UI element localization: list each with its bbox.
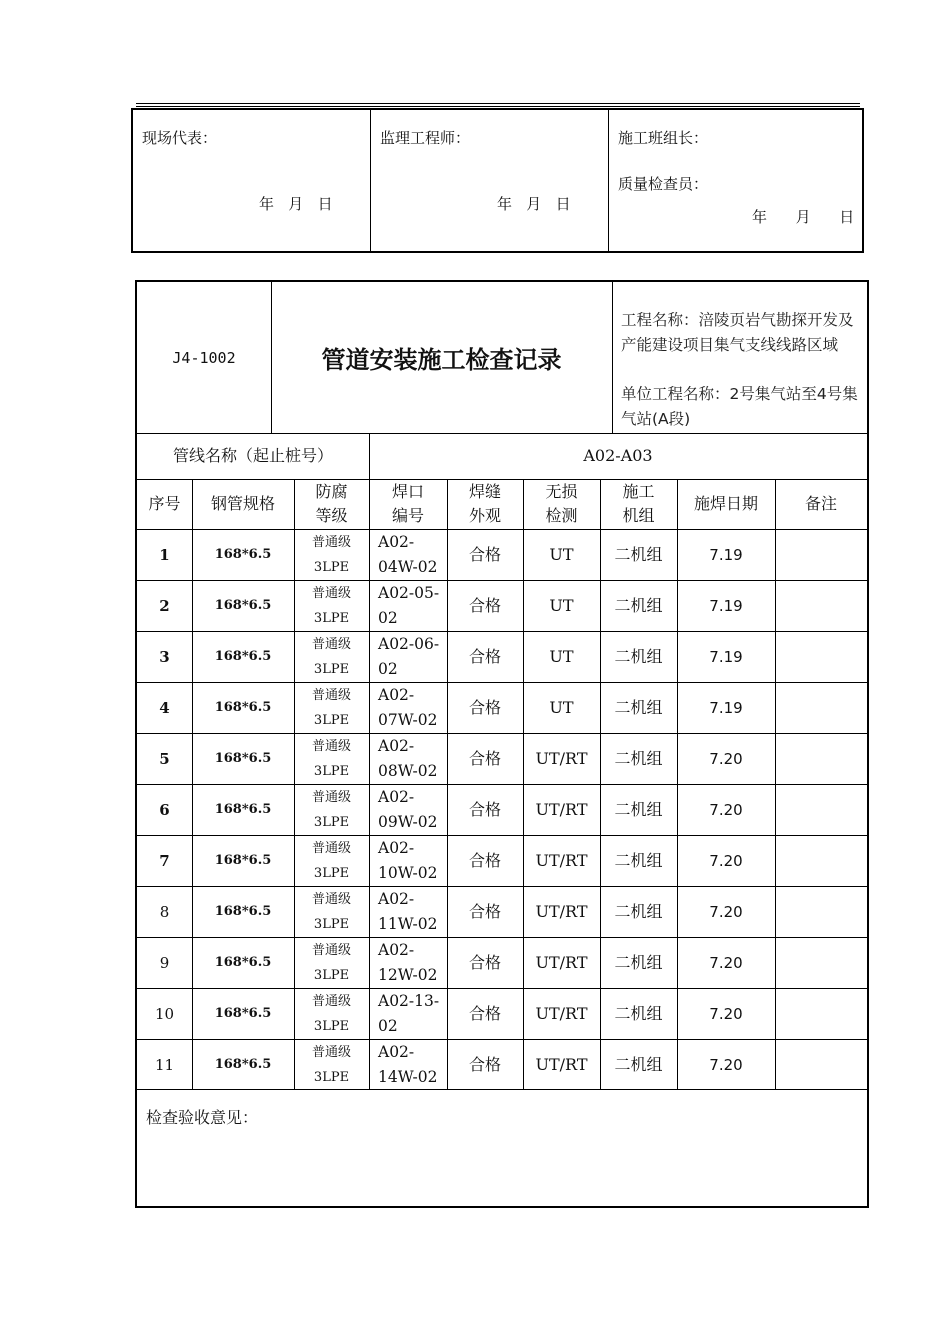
weld-id-line: 11W-02	[378, 914, 438, 933]
supervisor-date: 年 月 日	[497, 195, 571, 213]
row-seq: 10	[154, 1004, 175, 1023]
opinion-label: 检查验收意见：	[146, 1108, 259, 1127]
column-header-appearance	[447, 479, 523, 529]
anti-corrosion-line: 3LPE	[313, 916, 350, 932]
weld-id-line: A02-06-	[378, 635, 440, 653]
weld-id-line: 09W-02	[378, 812, 438, 831]
row-weld-id	[378, 836, 446, 885]
row-note	[775, 886, 867, 937]
column-header-line2: 等级	[315, 506, 348, 525]
row-anti-corrosion	[294, 529, 369, 580]
anti-corrosion-line: 普通级	[311, 534, 351, 550]
row-crew: 二机组	[614, 1054, 663, 1074]
row-anti-corrosion	[294, 682, 369, 733]
column-header-line2: 外观	[468, 506, 501, 525]
top-rule	[136, 103, 860, 104]
row-anti-corrosion	[294, 631, 369, 682]
anti-corrosion-line: 3LPE	[313, 661, 350, 677]
row-spec: 168*6.5	[214, 853, 272, 868]
column-header-line1: 防腐	[315, 482, 348, 501]
row-note	[775, 682, 867, 733]
site-rep-date: 年 月 日	[259, 195, 333, 213]
signature-table	[131, 108, 864, 253]
row-crew: 二机组	[614, 544, 663, 564]
row-ndt: UT/RT	[535, 952, 588, 972]
anti-corrosion-line: 3LPE	[313, 814, 350, 830]
column-header-note	[775, 479, 867, 529]
project-name: 工程名称：涪陵页岩气勘探开发及产能建设项目集气支线线路区域	[621, 311, 854, 354]
row-date: 7.20	[709, 953, 743, 972]
row-appearance: 合格	[468, 1003, 501, 1023]
anti-corrosion-line: 普通级	[311, 636, 351, 652]
anti-corrosion-line: 普通级	[311, 789, 351, 805]
row-crew: 二机组	[614, 748, 663, 768]
row-appearance: 合格	[468, 697, 501, 717]
column-header-line1: 备注	[804, 494, 837, 513]
anti-corrosion-line: 普通级	[311, 585, 351, 601]
row-crew: 二机组	[614, 901, 663, 921]
weld-id-line: A02-	[378, 737, 415, 755]
row-weld-id	[378, 632, 446, 681]
row-date: 7.19	[709, 545, 743, 564]
column-header-line1: 焊缝	[468, 482, 501, 501]
row-spec: 168*6.5	[214, 547, 272, 562]
row-weld-id	[378, 530, 446, 579]
weld-id-line: 04W-02	[378, 557, 438, 576]
weld-id-line: A02-13-	[378, 992, 440, 1010]
unit-name: 单位工程名称：2号集气站至4号集气站(A段)	[621, 385, 858, 428]
column-header-line2: 机组	[622, 506, 655, 525]
site-rep-cell	[133, 110, 371, 251]
weld-id-line: A02-	[378, 941, 415, 959]
row-ndt: UT/RT	[535, 799, 588, 819]
anti-corrosion-line: 3LPE	[313, 559, 350, 575]
row-spec: 168*6.5	[214, 649, 272, 664]
row-seq: 9	[159, 953, 170, 972]
column-header-crew	[600, 479, 677, 529]
team-cell	[609, 110, 862, 251]
row-spec: 168*6.5	[214, 904, 272, 919]
row-crew: 二机组	[614, 850, 663, 870]
form-code: J4-1002	[172, 348, 236, 367]
row-appearance: 合格	[468, 646, 501, 666]
row-weld-id	[378, 581, 446, 630]
row-seq: 2	[159, 596, 170, 615]
row-date: 7.20	[709, 902, 743, 921]
anti-corrosion-line: 3LPE	[313, 865, 350, 881]
row-note	[775, 988, 867, 1039]
column-header-line1: 施焊日期	[693, 494, 758, 513]
supervisor-label: 监理工程师：	[380, 129, 471, 147]
row-note	[775, 733, 867, 784]
weld-id-line: 14W-02	[378, 1067, 438, 1086]
row-date: 7.19	[709, 647, 743, 666]
row-anti-corrosion	[294, 733, 369, 784]
row-ndt: UT	[549, 646, 574, 666]
anti-corrosion-line: 普通级	[311, 993, 351, 1009]
row-seq: 3	[159, 647, 170, 666]
row-anti-corrosion	[294, 580, 369, 631]
top-rule-2	[136, 106, 860, 107]
row-crew: 二机组	[614, 595, 663, 615]
weld-id-line: A02-	[378, 890, 415, 908]
weld-id-line: A02-05-	[378, 584, 440, 602]
weld-id-line: 02	[378, 1016, 398, 1035]
anti-corrosion-line: 3LPE	[313, 610, 350, 626]
grid-line	[137, 1089, 867, 1090]
column-header-line1: 焊口	[391, 482, 424, 501]
supervisor-cell	[371, 110, 609, 251]
row-seq: 11	[154, 1055, 175, 1074]
row-spec: 168*6.5	[214, 1057, 272, 1072]
row-ndt: UT/RT	[535, 1054, 588, 1074]
weld-id-line: A02-	[378, 533, 415, 551]
column-header-anti	[294, 479, 369, 529]
column-header-spec	[192, 479, 294, 529]
row-seq: 5	[159, 749, 170, 768]
column-header-line1: 序号	[148, 494, 181, 513]
row-weld-id	[378, 734, 446, 783]
column-header-line1: 无损	[545, 482, 578, 501]
row-appearance: 合格	[468, 595, 501, 615]
row-date: 7.19	[709, 596, 743, 615]
anti-corrosion-line: 普通级	[311, 738, 351, 754]
row-ndt: UT	[549, 595, 574, 615]
weld-id-line: 08W-02	[378, 761, 438, 780]
column-header-line1: 施工	[622, 482, 655, 501]
row-date: 7.20	[709, 749, 743, 768]
inspector-date: 年 月 日	[752, 208, 855, 226]
anti-corrosion-line: 普通级	[311, 942, 351, 958]
row-spec: 168*6.5	[214, 1006, 272, 1021]
row-appearance: 合格	[468, 901, 501, 921]
row-anti-corrosion	[294, 784, 369, 835]
weld-id-line: A02-	[378, 788, 415, 806]
inspection-form	[135, 280, 869, 1208]
row-spec: 168*6.5	[214, 700, 272, 715]
weld-id-line: 02	[378, 608, 398, 627]
row-note	[775, 631, 867, 682]
row-weld-id	[378, 938, 446, 987]
column-header-line2: 检测	[545, 506, 578, 525]
row-appearance: 合格	[468, 748, 501, 768]
anti-corrosion-line: 普通级	[311, 891, 351, 907]
row-date: 7.20	[709, 1004, 743, 1023]
column-header-line2: 编号	[391, 506, 424, 525]
row-seq: 7	[159, 851, 170, 870]
row-weld-id	[378, 683, 446, 732]
weld-id-line: A02-	[378, 686, 415, 704]
row-spec: 168*6.5	[214, 598, 272, 613]
anti-corrosion-line: 3LPE	[313, 712, 350, 728]
column-header-line1: 钢管规格	[210, 494, 275, 513]
row-weld-id	[378, 785, 446, 834]
weld-id-line: A02-	[378, 1043, 415, 1061]
weld-id-line: 02	[378, 659, 398, 678]
inspector-label: 质量检查员：	[618, 175, 709, 193]
weld-id-line: 12W-02	[378, 965, 438, 984]
column-header-ndt	[523, 479, 600, 529]
row-seq: 8	[159, 902, 170, 921]
column-header-weld	[369, 479, 447, 529]
row-note	[775, 937, 867, 988]
row-note	[775, 580, 867, 631]
row-anti-corrosion	[294, 835, 369, 886]
row-crew: 二机组	[614, 646, 663, 666]
pipeline-value: A02-A03	[583, 446, 653, 465]
row-seq: 1	[159, 545, 170, 564]
row-weld-id	[378, 1040, 446, 1089]
anti-corrosion-line: 3LPE	[313, 763, 350, 779]
row-crew: 二机组	[614, 799, 663, 819]
row-note	[775, 1039, 867, 1090]
column-header-seq	[137, 479, 192, 529]
row-appearance: 合格	[468, 1054, 501, 1074]
row-seq: 4	[159, 698, 170, 717]
row-crew: 二机组	[614, 952, 663, 972]
row-ndt: UT/RT	[535, 748, 588, 768]
grid-line	[612, 282, 613, 433]
form-title: 管道安装施工检查记录	[321, 346, 562, 374]
anti-corrosion-line: 普通级	[311, 687, 351, 703]
row-date: 7.20	[709, 851, 743, 870]
row-appearance: 合格	[468, 544, 501, 564]
row-crew: 二机组	[614, 697, 663, 717]
weld-id-line: 10W-02	[378, 863, 438, 882]
row-anti-corrosion	[294, 988, 369, 1039]
anti-corrosion-line: 普通级	[311, 1044, 351, 1060]
row-appearance: 合格	[468, 799, 501, 819]
anti-corrosion-line: 3LPE	[313, 1018, 350, 1034]
row-date: 7.20	[709, 1055, 743, 1074]
row-note	[775, 835, 867, 886]
row-spec: 168*6.5	[214, 802, 272, 817]
weld-id-line: A02-	[378, 839, 415, 857]
row-note	[775, 784, 867, 835]
row-ndt: UT	[549, 544, 574, 564]
row-anti-corrosion	[294, 1039, 369, 1090]
row-date: 7.19	[709, 698, 743, 717]
anti-corrosion-line: 普通级	[311, 840, 351, 856]
row-ndt: UT/RT	[535, 901, 588, 921]
row-appearance: 合格	[468, 850, 501, 870]
row-note	[775, 529, 867, 580]
row-crew: 二机组	[614, 1003, 663, 1023]
row-date: 7.20	[709, 800, 743, 819]
row-anti-corrosion	[294, 937, 369, 988]
row-ndt: UT/RT	[535, 850, 588, 870]
row-seq: 6	[159, 800, 170, 819]
weld-id-line: 07W-02	[378, 710, 438, 729]
row-weld-id	[378, 989, 446, 1038]
row-ndt: UT/RT	[535, 1003, 588, 1023]
team-leader-label: 施工班组长：	[618, 129, 709, 147]
row-anti-corrosion	[294, 886, 369, 937]
row-appearance: 合格	[468, 952, 501, 972]
row-ndt: UT	[549, 697, 574, 717]
row-spec: 168*6.5	[214, 751, 272, 766]
row-spec: 168*6.5	[214, 955, 272, 970]
anti-corrosion-line: 3LPE	[313, 1069, 350, 1085]
row-weld-id	[378, 887, 446, 936]
anti-corrosion-line: 3LPE	[313, 967, 350, 983]
pipeline-label: 管线名称（起止桩号）	[172, 446, 333, 465]
site-rep-label: 现场代表：	[142, 129, 218, 147]
column-header-date	[677, 479, 775, 529]
